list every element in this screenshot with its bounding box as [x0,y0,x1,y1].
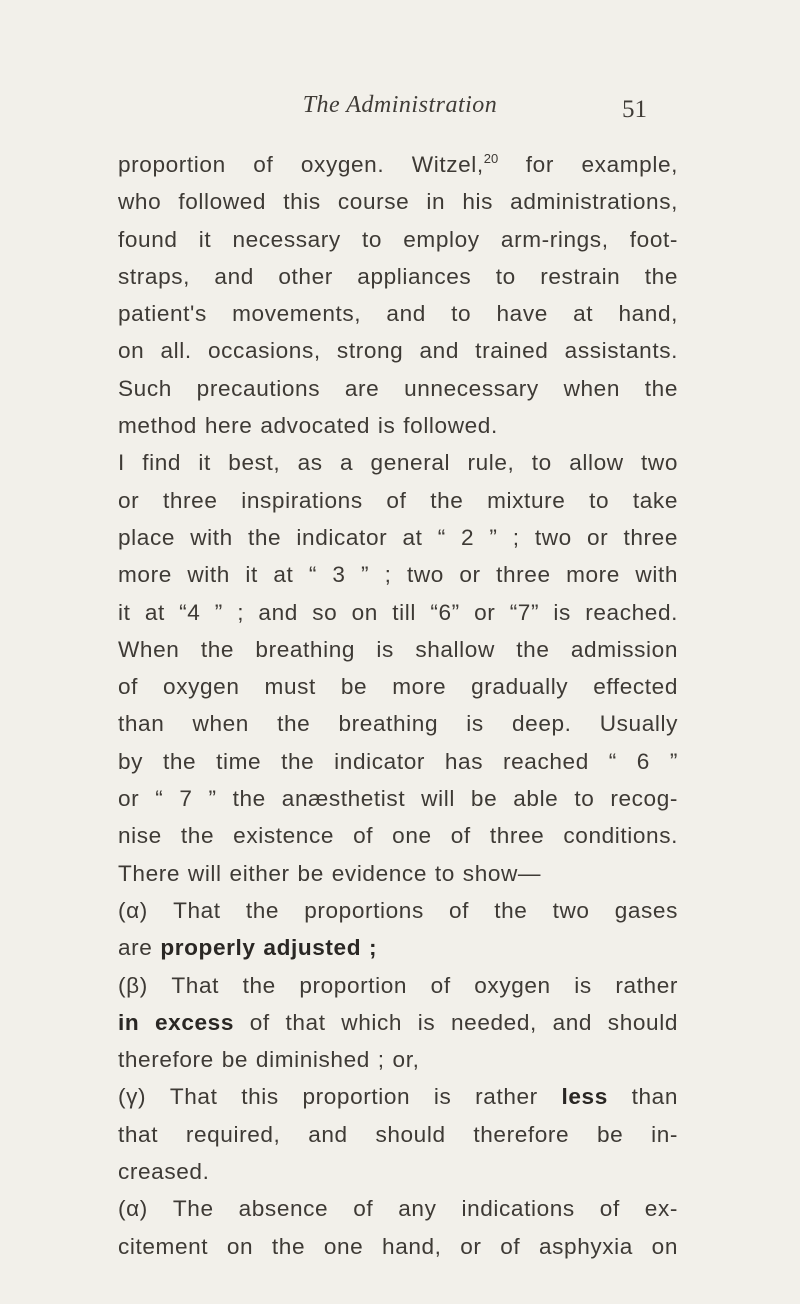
text-run: place with the indicator at “ 2 ” ; two or three [118,524,678,550]
text-line [118,929,678,966]
running-title: The Administration [302,92,498,118]
text-line [118,482,678,519]
text-line [118,743,678,780]
body-text [118,140,678,1265]
bold-text: in excess [118,1009,234,1035]
text-line [118,370,678,407]
text-line [118,594,678,631]
text-run: more with it at “ 3 ” ; two or three more with [118,562,678,588]
text-line [118,519,678,556]
text-line [118,705,678,742]
text-line [118,668,678,705]
text-run: proportion of oxygen. Witzel, [118,152,484,177]
text-run: of oxygen must be more gradually effected [118,674,678,700]
text-run: Such precautions are unnecessary when the [118,375,678,401]
text-line [118,817,678,854]
text-line [118,407,678,444]
text-run: are [118,935,161,961]
bold-text: properly adjusted ; [160,935,378,961]
footnote-marker: 20 [483,151,499,166]
text-run: or three inspirations of the mixture to take [118,487,678,513]
text-run: or “ 7 ” the anæsthetist will be able to recog- [118,786,678,812]
text-run: who followed this course in his administrations, [118,189,678,215]
text-line [118,1041,678,1078]
text-run: method here advocated is followed. [118,413,498,439]
text-run: (β) That the proportion of oxygen is rather [118,972,678,998]
text-line [118,140,678,183]
text-run: straps, and other appliances to restrain the [118,263,678,289]
text-line [118,444,678,481]
text-line [118,1078,678,1115]
text-run: found it necessary to employ arm-rings, foot- [118,226,678,252]
text-line [118,1228,678,1265]
text-run: patient's movements, and to have at hand, [118,301,678,327]
text-run: for example, [498,152,678,177]
bold-text: less [561,1084,608,1110]
text-line [118,1190,678,1227]
text-run: (α) That the proportions of the two gases [118,897,678,923]
text-line [118,221,678,258]
text-line [118,1116,678,1153]
text-run: therefore be diminished ; or, [118,1047,420,1073]
text-line [118,1004,678,1041]
text-run: nise the existence of one of three conditions. [118,823,678,849]
text-line [118,780,678,817]
text-run: (α) The absence of any indications of ex- [118,1196,678,1222]
text-run: creased. [118,1159,210,1185]
text-run: of that which is needed, and should [234,1009,678,1035]
text-run: by the time the indicator has reached “ 6 ” [118,748,678,774]
text-run: that required, and should therefore be in- [118,1121,678,1147]
page-number: 51 [622,96,647,123]
text-line [118,855,678,892]
text-line [118,332,678,369]
text-line [118,967,678,1004]
text-run: When the breathing is shallow the admission [118,636,678,662]
text-line [118,183,678,220]
text-run: on all. occasions, strong and trained assistants. [118,338,678,364]
text-line [118,1153,678,1190]
text-line [118,892,678,929]
text-run: I find it best, as a general rule, to allow two [118,450,678,476]
text-run: There will either be evidence to show— [118,860,542,886]
text-run: citement on the one hand, or of asphyxia on [118,1233,678,1259]
running-head [0,92,800,132]
text-run: than [607,1084,678,1110]
text-line [118,258,678,295]
text-line [118,295,678,332]
text-run: it at “4 ” ; and so on till “6” or “7” is reached. [118,599,678,625]
text-line [118,631,678,668]
text-line [118,556,678,593]
text-run: than when the breathing is deep. Usually [118,711,678,737]
text-run: (γ) That this proportion is rather [118,1084,562,1110]
